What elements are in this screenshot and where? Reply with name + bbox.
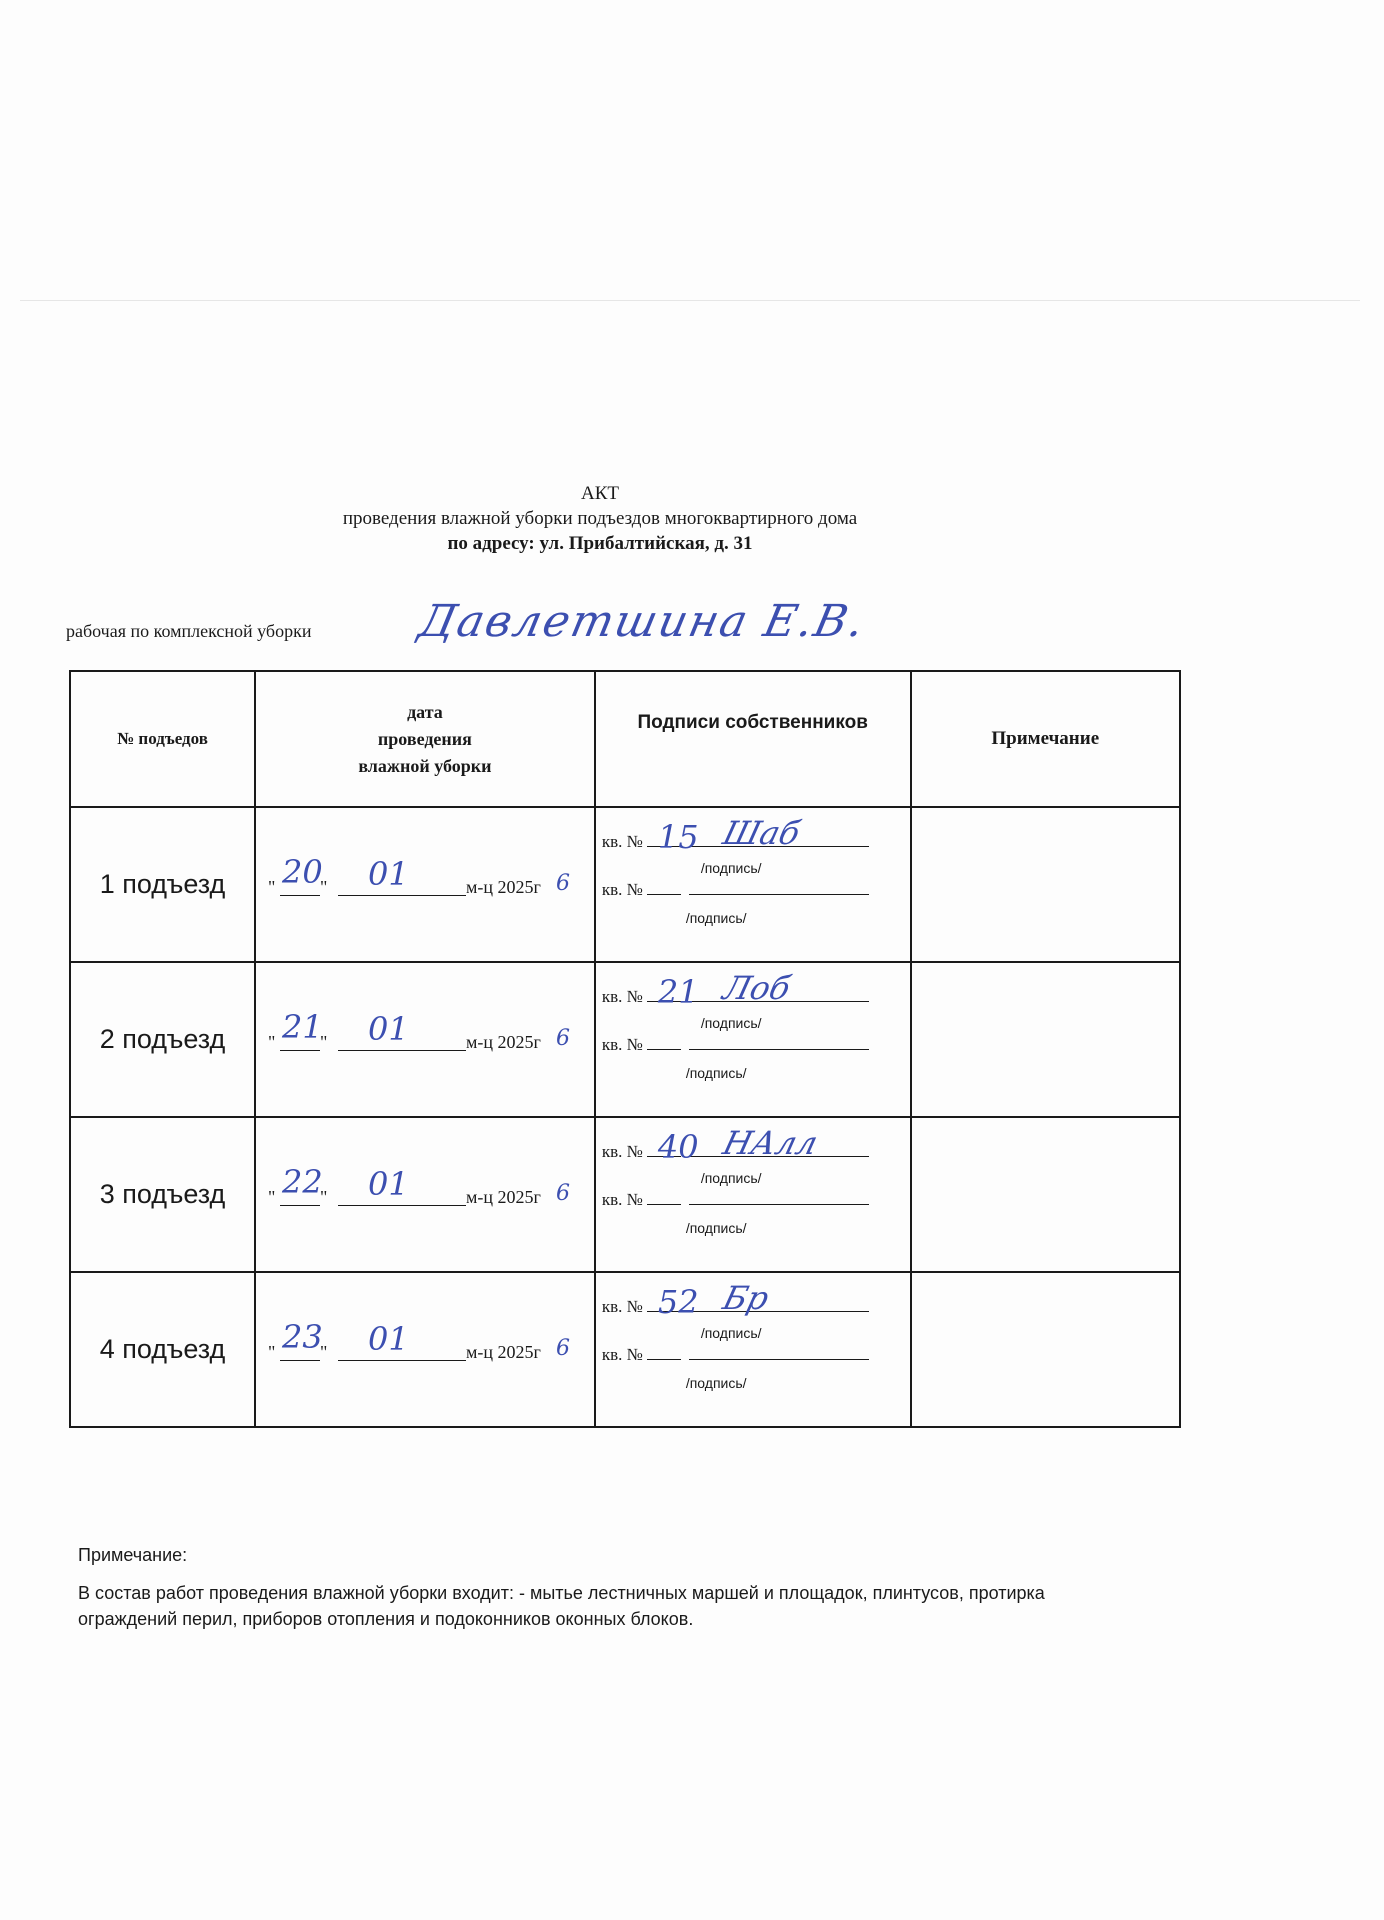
note-cell: [911, 1117, 1180, 1272]
signature-caption: /подпись/: [685, 1220, 747, 1236]
doc-address: по адресу: ул. Прибалтийская, д. 31: [447, 533, 753, 554]
date-cell: [255, 1117, 595, 1272]
handwritten-month: 01: [368, 854, 409, 893]
quote-open: ": [268, 1031, 276, 1052]
note-cell: [911, 807, 1180, 962]
signature-cell: [595, 1117, 911, 1272]
quote-open: ": [268, 1186, 276, 1207]
handwritten-year-correction: 6: [556, 1180, 570, 1206]
quote-close: ": [320, 876, 328, 897]
header-signatures: Подписи собственников: [595, 671, 911, 807]
entrance-label: 4 подъезд: [99, 1334, 226, 1364]
day-blank: [280, 1360, 320, 1361]
signature-caption: /подпись/: [700, 860, 762, 876]
header-date: дата проведения влажной уборки: [255, 671, 595, 807]
quote-close: ": [320, 1031, 328, 1052]
paper-fold-line: [20, 300, 1360, 301]
entrance-label: 1 подъезд: [99, 869, 226, 899]
signature-caption: /подпись/: [685, 1065, 747, 1081]
owner-signature: НАлл: [719, 1124, 822, 1162]
owner-signature: Бр: [719, 1279, 773, 1317]
header-note: Примечание: [911, 671, 1180, 807]
note-title: Примечание:: [78, 1545, 188, 1565]
signature-cell: [595, 807, 911, 962]
entrance-cell: [70, 1117, 255, 1272]
apartment-line-2: кв. №: [602, 1190, 869, 1210]
entrance-label: 3 подъезд: [99, 1179, 226, 1209]
apartment-line-2: кв. №: [602, 880, 869, 900]
table-header-row: [70, 671, 1180, 807]
month-blank: [338, 895, 466, 896]
worker-label: рабочая по комплексной уборки: [66, 621, 312, 641]
date-cell: [255, 1272, 595, 1427]
date-cell: [255, 962, 595, 1117]
day-blank: [280, 1050, 320, 1051]
month-year-label: м-ц 2025г: [466, 1341, 541, 1362]
table-row: [70, 962, 1180, 1117]
owner-signature: Шаб: [719, 814, 804, 852]
note-text: В состав работ проведения влажной уборки входит: - мытье лестничных маршей и площадок, плинтусов, протирка ограждений перил, приборов отопления и подоконников оконных блоков.: [78, 1583, 1045, 1629]
handwritten-day: 23: [282, 1317, 323, 1356]
apartment-line-1: кв. №: [602, 1297, 869, 1317]
table-row: [70, 807, 1180, 962]
table-row: [70, 1272, 1180, 1427]
handwritten-day: 21: [282, 1007, 323, 1046]
signature-caption: /подпись/: [700, 1325, 762, 1341]
apartment-line-1: кв. №: [602, 832, 869, 852]
day-blank: [280, 1205, 320, 1206]
owner-signature: Лоб: [719, 969, 795, 1007]
apartment-line-2: кв. №: [602, 1035, 869, 1055]
doc-title: АКТ: [581, 483, 619, 504]
handwritten-day: 20: [282, 852, 323, 891]
doc-subtitle: проведения влажной уборки подъездов многоквартирного дома: [342, 508, 858, 529]
entrance-cell: [70, 1272, 255, 1427]
note-cell: [911, 962, 1180, 1117]
table-row: [70, 1117, 1180, 1272]
quote-open: ": [268, 876, 276, 897]
month-blank: [338, 1205, 466, 1206]
month-year-label: м-ц 2025г: [466, 1186, 541, 1207]
signature-cell: [595, 1272, 911, 1427]
apartment-line-1: кв. №: [602, 987, 869, 1007]
handwritten-day: 22: [282, 1162, 323, 1201]
handwritten-month: 01: [368, 1319, 409, 1358]
month-blank: [338, 1360, 466, 1361]
signature-caption: /подпись/: [685, 1375, 747, 1391]
entrance-label: 2 подъезд: [99, 1024, 226, 1054]
cleaning-log-table: [69, 670, 1181, 1428]
quote-close: ": [320, 1341, 328, 1362]
month-year-label: м-ц 2025г: [466, 876, 541, 897]
handwritten-apartment: 15: [657, 818, 699, 856]
handwritten-month: 01: [368, 1009, 409, 1048]
month-blank: [338, 1050, 466, 1051]
day-blank: [280, 895, 320, 896]
date-cell: [255, 807, 595, 962]
signature-cell: [595, 962, 911, 1117]
note-cell: [911, 1272, 1180, 1427]
signature-caption: /подпись/: [685, 910, 747, 926]
apartment-line-2: кв. №: [602, 1345, 869, 1365]
header-entrance: № подъедов: [70, 671, 255, 807]
quote-close: ": [320, 1186, 328, 1207]
handwritten-month: 01: [368, 1164, 409, 1203]
handwritten-apartment: 52: [657, 1283, 699, 1321]
entrance-cell: [70, 962, 255, 1117]
apartment-line-1: кв. №: [602, 1142, 869, 1162]
month-year-label: м-ц 2025г: [466, 1031, 541, 1052]
handwritten-apartment: 40: [657, 1128, 699, 1166]
signature-caption: /подпись/: [700, 1015, 762, 1031]
entrance-cell: [70, 807, 255, 962]
worker-signature: Давлетшина Е.В.: [414, 596, 871, 647]
handwritten-year-correction: 6: [556, 870, 570, 896]
signature-caption: /подпись/: [700, 1170, 762, 1186]
handwritten-year-correction: 6: [556, 1025, 570, 1051]
handwritten-apartment: 21: [657, 973, 699, 1011]
handwritten-year-correction: 6: [556, 1335, 570, 1361]
quote-open: ": [268, 1341, 276, 1362]
